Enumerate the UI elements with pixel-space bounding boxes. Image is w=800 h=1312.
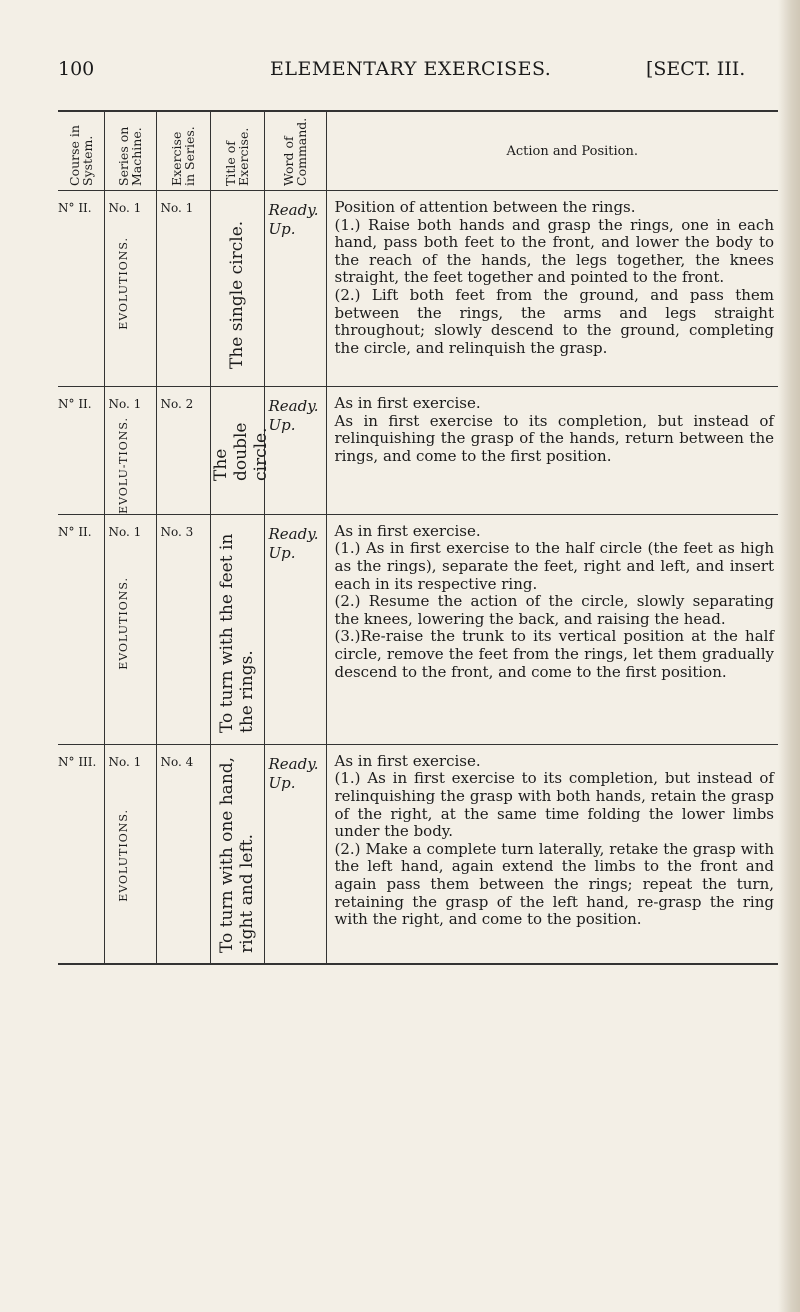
command-ready: Ready. xyxy=(268,397,319,415)
action-paragraph: (1.) As in first exercise to its completion, but instead of relinquishing the grasp with both hands, retain the grasp of the right, at the same time folding the lower limbs under the body. xyxy=(334,769,774,841)
action-cell xyxy=(326,387,778,515)
course-cell: N° II. xyxy=(58,387,104,515)
running-header xyxy=(58,58,788,94)
action-paragraph: (1.) Raise both hands and grasp the rings, one in each hand, pass both feet to the front, and lower the body to the reach of the hands, the legs together, the knees straight, the feet together and pointed to the front. xyxy=(334,215,774,287)
command-ready: Ready. xyxy=(268,754,319,773)
series-number: No. 1 xyxy=(108,201,142,215)
command-cell xyxy=(264,387,326,515)
title-cell xyxy=(210,514,264,744)
series-group: EVOLUTIONS. xyxy=(116,576,130,670)
course-cell: N° II. xyxy=(58,191,104,387)
title-cell xyxy=(210,191,264,387)
series-group: EVOLUTIONS. xyxy=(116,237,130,330)
series-number: No. 1 xyxy=(108,754,142,769)
series-number: No. 1 xyxy=(108,397,142,411)
col-action: Action and Position. xyxy=(326,111,778,191)
command-ready: Ready. xyxy=(268,524,319,543)
table-row xyxy=(58,744,778,964)
running-title: ELEMENTARY EXERCISES. xyxy=(270,58,552,80)
col-series: Series on Machine. xyxy=(104,111,156,191)
command-up: Up. xyxy=(268,220,296,238)
command-ready: Ready. xyxy=(268,201,319,219)
action-paragraph: (1.) As in first exercise to the half circle (the feet as high as the rings), separate the feet, right and left, and insert each in its respective ring. xyxy=(334,539,774,593)
series-group: EVOLUTIONS. xyxy=(116,808,130,902)
title-cell xyxy=(210,387,271,515)
col-course: Course in System. xyxy=(58,111,104,191)
series-cell xyxy=(104,387,156,515)
action-paragraph: (2.) Lift both feet from the ground, and pass them between the rings, the arms and legs straight throughout; slowly descend to the ground, completing the circle, and relinquish the grasp. xyxy=(334,285,774,357)
action-paragraph: (2.) Resume the action of the circle, slowly separating the knees, lowering the back, and raising the head. xyxy=(334,592,774,628)
table-row xyxy=(58,514,778,744)
col-exercise: Exercise in Series. xyxy=(156,111,210,191)
command-cell xyxy=(264,744,326,964)
table-row xyxy=(58,387,778,515)
action-paragraph: As in first exercise. xyxy=(334,521,481,540)
action-cell xyxy=(326,514,778,744)
action-paragraph: As in first exercise. xyxy=(334,751,481,770)
action-cell xyxy=(326,744,778,964)
exercise-cell: No. 4 xyxy=(156,744,210,964)
exercise-title: The double circle. xyxy=(210,422,271,481)
command-up: Up. xyxy=(268,416,296,434)
series-cell xyxy=(104,191,156,387)
exercise-title: To turn with the feet in the rings. xyxy=(217,533,257,733)
command-cell xyxy=(264,191,326,387)
series-cell xyxy=(104,744,156,964)
exercise-title: To turn with one hand, right and left. xyxy=(217,756,257,953)
course-cell: N° II. xyxy=(58,514,104,744)
command-cell xyxy=(264,514,326,744)
title-cell xyxy=(210,744,264,964)
page-number: 100 xyxy=(58,58,95,80)
command-up: Up. xyxy=(268,773,296,792)
page-edge-shadow xyxy=(778,0,800,1312)
exercise-title: The single circle. xyxy=(227,220,247,369)
section-label: [SECT. III. xyxy=(646,58,746,80)
exercise-table xyxy=(58,110,778,965)
exercise-cell: No. 1 xyxy=(156,191,210,387)
action-paragraph: As in first exercise. xyxy=(334,394,481,412)
course-cell: N° III. xyxy=(58,744,104,964)
col-title: Title of Exercise. xyxy=(210,111,264,191)
exercise-cell: No. 3 xyxy=(156,514,210,744)
action-cell xyxy=(326,191,778,387)
table-header-row xyxy=(58,111,778,191)
exercise-cell: No. 2 xyxy=(156,387,210,515)
action-paragraph: (3.)Re-raise the trunk to its vertical position at the half circle, remove the feet from the rings, let them gradually descend to the front, and come to the first position. xyxy=(334,627,774,681)
action-paragraph: Position of attention between the rings. xyxy=(334,198,636,216)
col-command: Word of Command. xyxy=(264,111,326,191)
action-paragraph: As in first exercise to its completion, but instead of relinquishing the grasp of the hands, return between the rings, and come to the first position. xyxy=(334,411,774,465)
series-cell xyxy=(104,514,156,744)
series-number: No. 1 xyxy=(108,524,142,539)
action-paragraph: (2.) Make a complete turn laterally, retake the grasp with the left hand, again extend the limbs to the front and again pass them between the rings; repeat the turn, retaining the grasp of the left hand, re-grasp the ring with the right, and come to the position. xyxy=(334,839,774,929)
table-row xyxy=(58,191,778,387)
command-up: Up. xyxy=(268,543,296,562)
series-group: EVOLU-TIONS. xyxy=(116,417,130,514)
